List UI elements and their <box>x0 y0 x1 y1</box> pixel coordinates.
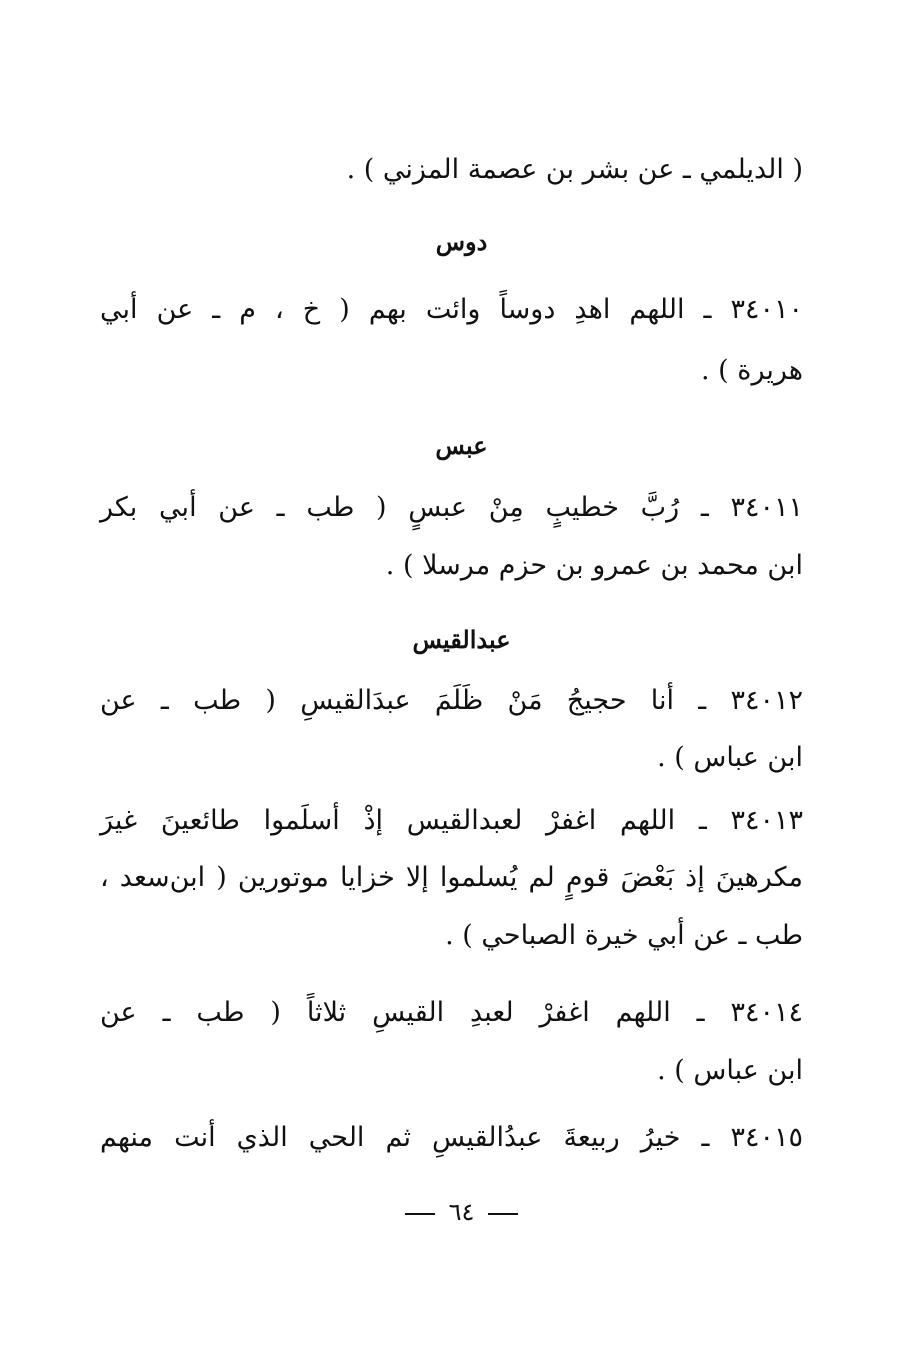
hadith-34014-line-1: ٣٤٠١٤ ـ اللهم اغفرْ لعبدِ القيسِ ثلاثاً ( طب ـ عن <box>100 997 803 1028</box>
hadith-34011-line-1: ٣٤٠١١ ـ رُبَّ خطيبٍ مِنْ عبسٍ ( طب ـ عن أبي بكر <box>100 492 803 523</box>
section-heading-abdulqays: عبدالقيس <box>412 625 511 654</box>
hadith-34013-line-3: طب ـ عن أبي خيرة الصباحي ) . <box>445 920 803 951</box>
section-heading-abs: عبس <box>435 431 488 460</box>
page-number-text: ٦٤ <box>448 1198 475 1226</box>
hadith-34012-line-1: ٣٤٠١٢ ـ أنا حجيجُ مَنْ ظَلَمَ عبدَالقيسِ ( طب ـ عن <box>100 685 803 716</box>
section-heading-daws: دوس <box>435 227 488 256</box>
hadith-34015-line-1: ٣٤٠١٥ ـ خيرُ ربيعةَ عبدُالقيسِ ثم الحي الذي أنت منهم <box>100 1122 803 1153</box>
hadith-34013-line-1: ٣٤٠١٣ ـ اللهم اغفرْ لعبدالقيس إذْ أسلَموا طائعينَ غيرَ <box>100 805 803 836</box>
hadith-34013-line-2: مكرهينَ إذ بَعْضَ قومٍ لم يُسلموا إلا خزايا موتورين ( ابن‌سعد ، <box>100 862 803 893</box>
dash-right <box>488 1213 518 1215</box>
hadith-34012-line-2: ابن عباس ) . <box>657 742 803 773</box>
dash-left <box>405 1213 435 1215</box>
hadith-34010-line-1: ٣٤٠١٠ ـ اللهم اهدِ دوساً وائت بهم ( خ ، م ـ عن أبي <box>100 294 803 325</box>
hadith-34014-line-2: ابن عباس ) . <box>657 1055 803 1086</box>
hadith-34010-line-2: هريرة ) . <box>701 355 803 386</box>
text-line: ( الديلمي ـ عن بشر بن عصمة المزني ) . <box>346 154 803 185</box>
page-number <box>0 1196 923 1228</box>
hadith-34011-line-2: ابن محمد بن عمرو بن حزم مرسلا ) . <box>385 550 803 581</box>
